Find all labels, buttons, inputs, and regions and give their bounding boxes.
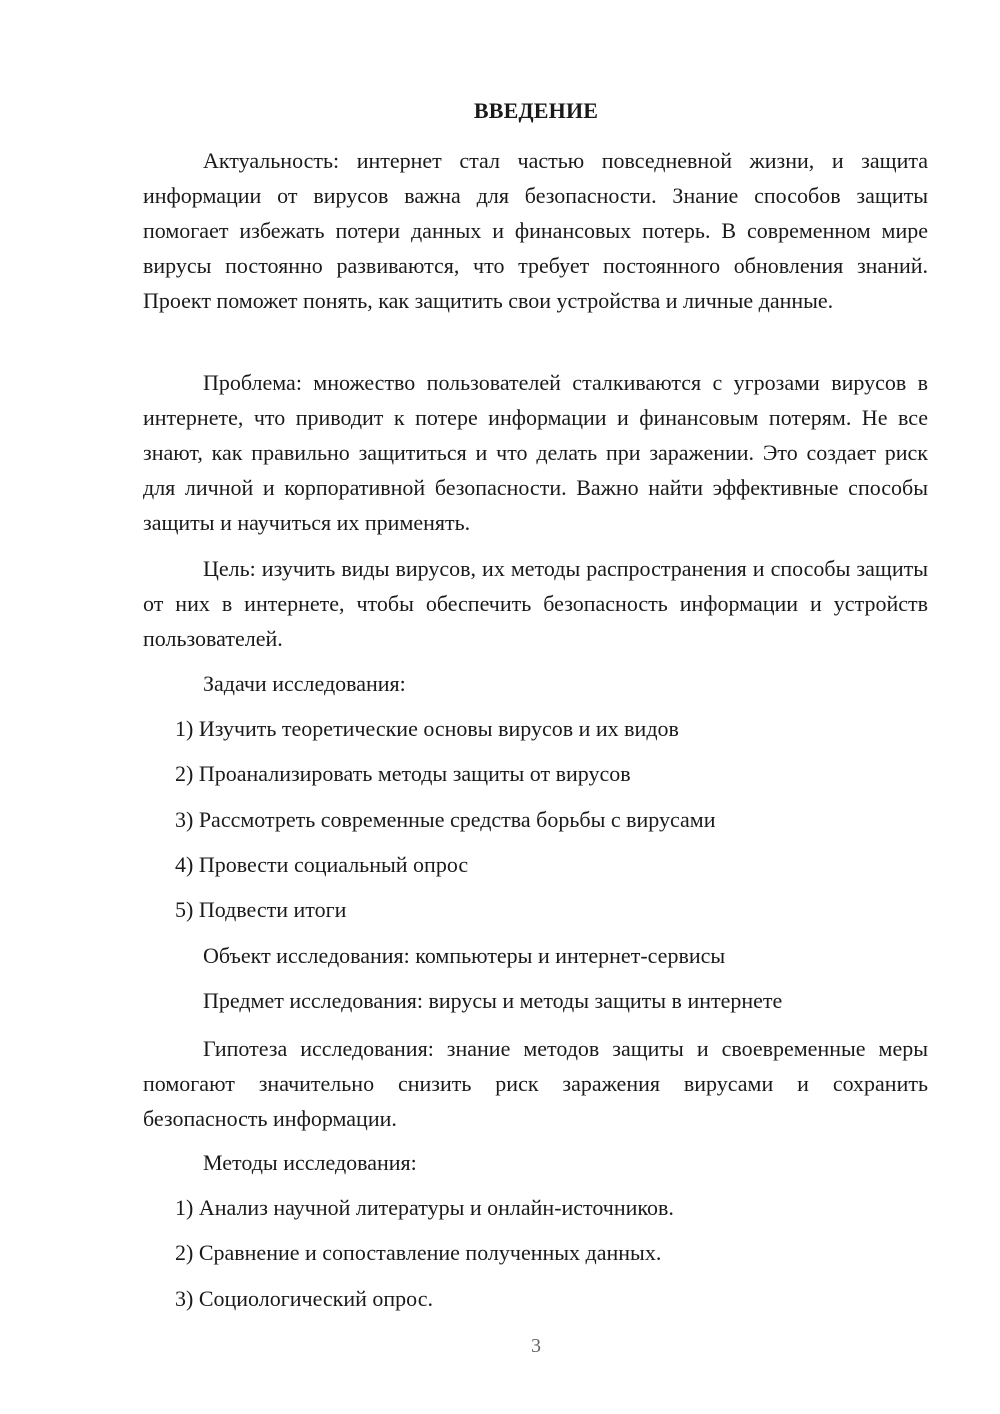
problem-paragraph: Проблема: множество пользователей сталкиваются с угрозами вирусов в интернете, что приводит к потере информации и финансовым потерям. Не все знают, как правильно защититься и что делать при заражении. Это создает риск для личной и корпоративной безопасности. Важно найти эффективные способы защиты и научиться их применять. bbox=[143, 370, 928, 535]
page-number: 3 bbox=[531, 1335, 541, 1357]
task-item: 2) Проанализировать методы защиты от вирусов bbox=[175, 761, 631, 786]
research-subject: Предмет исследования: вирусы и методы защиты в интернете bbox=[203, 988, 783, 1013]
tasks-heading: Задачи исследования: bbox=[203, 671, 406, 696]
relevance-paragraph: Актуальность: интернет стал частью повседневной жизни, и защита информации от вирусов важна для безопасности. Знание способов защиты помогает избежать потери данных и финансовых потерь. В современном мире вирусы постоянно развиваются, что требует постоянного обновления знаний. Проект поможет понять, как защитить свои устройства и личные данные. bbox=[143, 148, 928, 313]
goal-paragraph: Цель: изучить виды вирусов, их методы распространения и способы защиты от них в интернете, чтобы обеспечить безопасность информации и устройств пользователей. bbox=[143, 556, 928, 651]
research-object: Объект исследования: компьютеры и интернет-сервисы bbox=[203, 943, 726, 968]
methods-heading: Методы исследования: bbox=[203, 1150, 417, 1175]
task-item: 4) Провести социальный опрос bbox=[175, 852, 469, 877]
method-item: 1) Анализ научной литературы и онлайн-источников. bbox=[175, 1195, 674, 1220]
page-title: ВВЕДЕНИЕ bbox=[473, 98, 599, 123]
hypothesis-paragraph: Гипотеза исследования: знание методов защиты и своевременные меры помогают значительно снизить риск заражения вирусами и сохранить безопасность информации. bbox=[143, 1036, 928, 1131]
task-item: 5) Подвести итоги bbox=[175, 897, 347, 922]
method-item: 2) Сравнение и сопоставление полученных данных. bbox=[175, 1240, 662, 1265]
task-item: 3) Рассмотреть современные средства борьбы с вирусами bbox=[175, 807, 716, 832]
task-item: 1) Изучить теоретические основы вирусов и их видов bbox=[175, 716, 679, 741]
method-item: 3) Социологический опрос. bbox=[175, 1286, 433, 1311]
